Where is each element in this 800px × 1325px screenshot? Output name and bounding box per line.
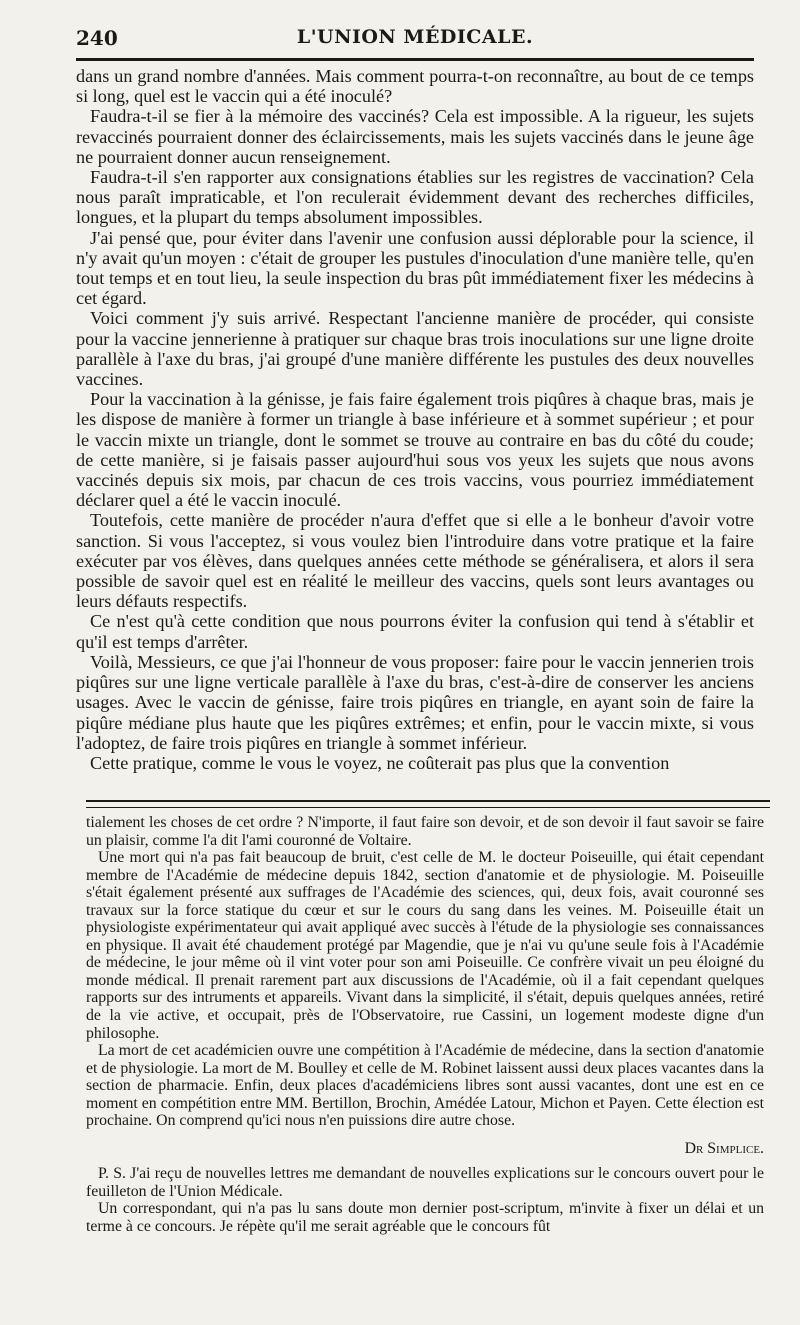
postscript-paragraph: Un correspondant, qui n'a pas lu sans doute mon dernier post-scriptum, m'invite à fixer un délai et un terme à ce concours. Je répète qu'il me serait agréable que le concours fût bbox=[86, 1200, 764, 1236]
paragraph: Faudra-t-il s'en rapporter aux consignations établies sur les registres de vaccination? Cela nous paraît impraticable, et l'on reculerait évidemment devant des recherches difficiles, longues, et la plupart du temps absolument impossibles. bbox=[76, 167, 754, 228]
paragraph: Voilà, Messieurs, ce que j'ai l'honneur de vous proposer: faire pour le vaccin jennerien trois piqûres sur une ligne verticale parallèle à l'axe du bras, c'est-à-dire de conserver les anciens usages. Avec le vaccin de génisse, faire trois piqûres en triangle, en ayant soin de faire la piqûre médiane plus haute que les piqûres extrêmes; et enfin, pour le vaccin mixte, si vous l'adoptez, de faire trois piqûres en triangle à sommet inférieur. bbox=[76, 651, 754, 753]
feuilleton-column bbox=[86, 814, 764, 1236]
feuilleton-paragraph: tialement les choses de cet ordre ? N'importe, il faut faire son devoir, et de son devoir il faut savoir se faire un plaisir, comme l'a dit l'ami couronné de Voltaire. bbox=[86, 814, 764, 849]
page-number: 240 bbox=[76, 26, 118, 50]
paragraph: J'ai pensé que, pour éviter dans l'avenir une confusion aussi déplorable pour la science, il n'y avait qu'un moyen : c'était de grouper les pustules d'inoculation d'une manière telle, qu'en tout temps et en tout lieu, la seule inspection du bras pût immédiatement fixer les médecins à cet égard. bbox=[76, 227, 754, 309]
paragraph: Ce n'est qu'à cette condition que nous pourrons éviter la confusion qui tend à s'établir et qu'il est temps d'arrêter. bbox=[76, 611, 754, 652]
feuilleton-paragraph: Une mort qui n'a pas fait beaucoup de bruit, c'est celle de M. le docteur Poiseuille, qui était cependant membre de l'Académie de médecine depuis 1842, section d'anatomie et de physiologie. M. Poiseuille s'était également présenté aux suffrages de l'Académie des sciences, qui, deux fois, avait couronné ses travaux sur la force statique du cœur et sur le cours du sang dans les veines. M. Poiseuille était un physiologiste expérimentateur qui avait appliqué avec succès à l'étude de la physiologie ses connaissances en physique. Il avait été chaudement protégé par Magendie, que je n'ai vu qu'une seule fois à l'Académie de médecine, le jour même où il vint voter pour son ami Poiseuille. Ce confrère vivait un peu éloigné du monde médical. Il prenait rarement part aux discussions de l'Académie, où il a fait cependant quelques rapports sur des intruments et appareils. Vivant dans la simplicité, il s'était, depuis quelques années, retiré de la vie active, et occupait, près de l'Observatoire, rue Cassini, un logement modeste digne d'un philosophe. bbox=[86, 849, 764, 1042]
paragraph: Faudra-t-il se fier à la mémoire des vaccinés? Cela est impossible. A la rigueur, les sujets revaccinés pourraient donner des éclaircissements, mais les sujets vaccinés dans le jeune âge ne pourraient donner aucun renseignement. bbox=[76, 106, 754, 167]
paragraph: Pour la vaccination à la génisse, je fais faire également trois piqûres à chaque bras, mais je les dispose de manière à former un triangle à base inférieure et à sommet supérieur ; et pour le vaccin mixte un triangle, dont le sommet se trouve au contraire en bas du côté du coude; de cette manière, si je faisais passer aujourd'hui sous vos yeux les sujets que nous avons vaccinés depuis six mois, par chacun de ces trois vaccins, vous pourriez immédiatement déclarer quel a été le vaccin inoculé. bbox=[76, 389, 754, 511]
author-signature: Dr Simplice. bbox=[684, 1139, 764, 1157]
paragraph: Voici comment j'y suis arrivé. Respectant l'ancienne manière de procéder, qui consiste pour la vaccine jennerienne à pratiquer sur chaque bras trois inoculations sur une ligne droite parallèle à l'axe du bras, j'ai groupé d'une manière différente les pustules des deux nouvelles vaccines. bbox=[76, 308, 754, 390]
paragraph: dans un grand nombre d'années. Mais comment pourra-t-on reconnaître, au bout de ce temps si long, quel est le vaccin qui a été inoculé? bbox=[76, 66, 754, 107]
feuilleton-separator bbox=[86, 800, 770, 808]
paragraph: Cette pratique, comme le vous le voyez, ne coûterait pas plus que la convention bbox=[90, 752, 670, 773]
header-rule bbox=[76, 58, 754, 61]
journal-title: L'UNION MÉDICALE. bbox=[296, 26, 534, 48]
paragraph: Toutefois, cette manière de procéder n'aura d'effet que si elle a le bonheur d'avoir votre sanction. Si vous l'acceptez, si vous voulez bien l'introduire dans votre pratique et la faire exécuter par vos élèves, dans quelques années cette méthode se généralisera, et alors il sera possible de savoir quel est en réalité le meilleur des vaccins, quels sont leurs avantages ou leurs défauts respectifs. bbox=[76, 510, 754, 612]
page-header bbox=[76, 20, 754, 52]
postscript-paragraph: P. S. J'ai reçu de nouvelles lettres me demandant de nouvelles explications sur le concours ouvert pour le feuilleton de l'Union Médicale. bbox=[86, 1165, 764, 1200]
main-article bbox=[76, 66, 754, 773]
feuilleton-paragraph: La mort de cet académicien ouvre une compétition à l'Académie de médecine, dans la section d'anatomie et de physiologie. La mort de M. Boulley et celle de M. Robinet laissent aussi deux places vacantes dans la section de pharmacie. Enfin, deux places d'académiciens libres sont aussi vacantes, dont une est en ce moment en compétition entre MM. Bertillon, Brochin, Amédée Latour, Michon et Payen. Cette élection est prochaine. On comprend qu'ici nous n'en puissions dire autre chose. bbox=[86, 1042, 764, 1130]
